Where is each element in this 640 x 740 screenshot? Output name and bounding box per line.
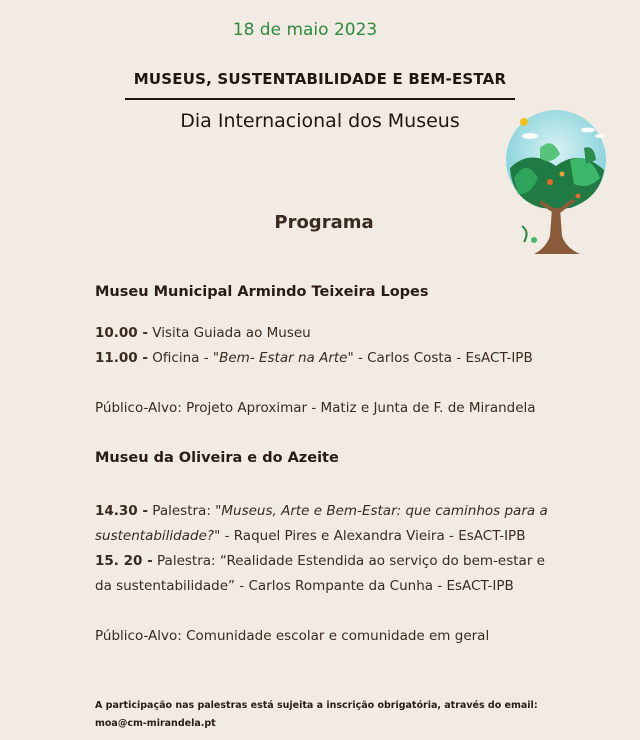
item-time: 14.30 - [95, 503, 149, 519]
museum-name: Museu Municipal Armindo Teixeira Lopes [95, 284, 429, 300]
program-heading: Programa [274, 212, 374, 233]
program-item [95, 499, 565, 549]
registration-note [95, 697, 575, 733]
contact-email[interactable]: moa@cm-mirandela.pt [95, 718, 216, 729]
target-audience: Público-Alvo: Projeto Aproximar - Matiz e Junta de F. de Mirandela [95, 400, 536, 416]
museum-name: Museu da Oliveira e do Azeite [95, 450, 339, 466]
item-text-after: " - Raquel Pires e Alexandra Vieira - EsACT-IPB [214, 528, 526, 544]
item-text: Palestra: “Realidade Estendida ao serviço do bem-estar e da sustentabilidade” - Carlos Rompante da Cunha - EsACT-IPB [95, 553, 545, 594]
section-museu-municipal [95, 280, 565, 421]
main-title: MUSEUS, SUSTENTABILIDADE E BEM-ESTAR [133, 70, 507, 88]
target-audience: Público-Alvo: Comunidade escolar e comunidade em geral [95, 628, 490, 644]
section-museu-oliveira [95, 446, 565, 649]
item-text-before: Oficina - " [148, 350, 220, 366]
item-time: 10.00 - [95, 325, 149, 341]
item-time: 15. 20 - [95, 553, 153, 569]
event-date: 18 de maio 2023 [232, 20, 378, 40]
item-text-before: Palestra: " [148, 503, 222, 519]
item-text: Visita Guiada ao Museu [148, 325, 311, 341]
program-item [95, 321, 565, 346]
item-time: 11.00 - [95, 350, 149, 366]
item-text-after: " - Carlos Costa - EsACT-IPB [347, 350, 533, 366]
program-item [95, 549, 565, 599]
item-text-italic: Museus, Arte e Bem-Estar: que caminhos para a sustentabilidade? [95, 503, 548, 544]
subtitle: Dia Internacional dos Museus [180, 110, 460, 132]
registration-text: A participação nas palestras está sujeita a inscrição obrigatória, através do email: [95, 700, 538, 711]
item-text-italic: Bem- Estar na Arte [219, 350, 348, 366]
title-underline [125, 98, 515, 100]
tree-with-sky-icon [500, 108, 612, 258]
program-item [95, 346, 565, 371]
